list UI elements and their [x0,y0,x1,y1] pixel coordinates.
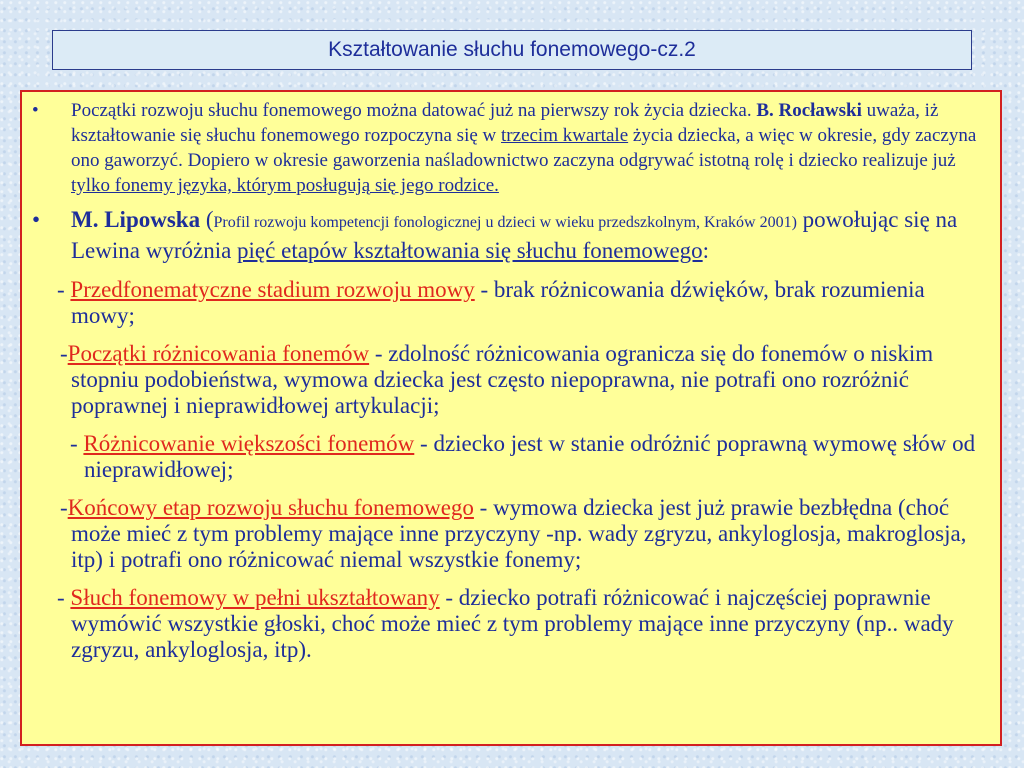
bullet-dot-icon: • [32,207,41,232]
stage-prefix: - [57,277,71,302]
p1-text-3: życia dziecka, a więc w okresie, gdy zaczyna ono gaworzyć. Dopiero w okresie gaworzenia naśladownictwo zaczyna odgrywać istotną rolę i dziecko realizuje już [71,125,977,171]
stage-prefix: - [60,341,68,366]
p1-text-1: Początki rozwoju słuchu fonemowego można datować już na pierwszy rok życia dziecka. [71,100,757,121]
stage-prefix: - [57,585,71,610]
stage-desc: - wymowa dziecka jest już prawie bezbłędna (choć może mieć z tym problemy mające inne przyczyny -np. wady zgryzu, ankyloglosja, makroglosja, itp) i potrafi ono różnicować niemal wszystkie fonemy; [71,495,967,572]
author-roclawski: B. Rocławski [756,100,862,121]
p2-source: Profil rozwoju kompetencji fonologicznej u dzieci w wieku przedszkolnym, Kraków 2001) [213,214,797,231]
author-lipowska: M. Lipowska [71,207,201,232]
p1-text-2: uważa, iż kształtowanie się słuchu fonemowego rozpoczyna się w [71,100,939,146]
stage-item [22,277,986,329]
stage-desc: - zdolność różnicowania ogranicza się do fonemów o niskim stopniu podobieństwa, wymowa dziecka jest często niepoprawna, nie potrafi ono rozróżnić poprawnej i nieprawidłowej artykulacji; [71,341,934,418]
stage-item [22,341,986,419]
p2-underline: pięć etapów kształtowania się słuchu fonemowego [237,238,703,263]
stage-item [22,431,986,483]
paragraph-lipowska [22,206,986,265]
stage-prefix: - [70,431,84,456]
stage-desc: - brak różnicowania dźwięków, brak rozumienia mowy; [71,277,925,328]
stage-term: Początki różnicowania fonemów [67,341,370,366]
bullet-dot-icon: • [32,100,39,121]
p1-underline-1: trzecim kwartale [501,125,629,146]
content-box [20,90,1002,746]
stage-item [22,495,986,573]
p2-text-2: : [702,238,710,263]
slide-title-text: Kształtowanie słuchu fonemowego-cz.2 [328,38,696,61]
stage-term: Słuch fonemowy w pełni ukształtowany [70,585,440,610]
stage-prefix: - [60,495,68,520]
stage-desc: - dziecko jest w stanie odróżnić poprawną wymowę słów od nieprawidłowej; [84,431,976,482]
p2-text-1: powołując się na Lewina wyróżnia [71,207,958,263]
paragraph-rocławski [22,98,986,198]
stage-term: Różnicowanie większości fonemów [83,431,415,456]
slide-title [52,30,972,70]
p1-underline-2: tylko fonemy języka, którym posługują się jego rodzice. [71,175,499,196]
stage-desc: - dziecko potrafi różnicować i najczęściej poprawnie wymówić wszystkie głoski, choć może mieć z tym problemy mające inne przyczyny (np.. wady zgryzu, ankyloglosja, itp). [71,585,954,662]
stage-term: Końcowy etap rozwoju słuchu fonemowego [67,495,474,520]
stage-item [22,585,986,663]
stage-term: Przedfonematyczne stadium rozwoju mowy [70,277,475,302]
p2-paren: ( [200,207,214,232]
